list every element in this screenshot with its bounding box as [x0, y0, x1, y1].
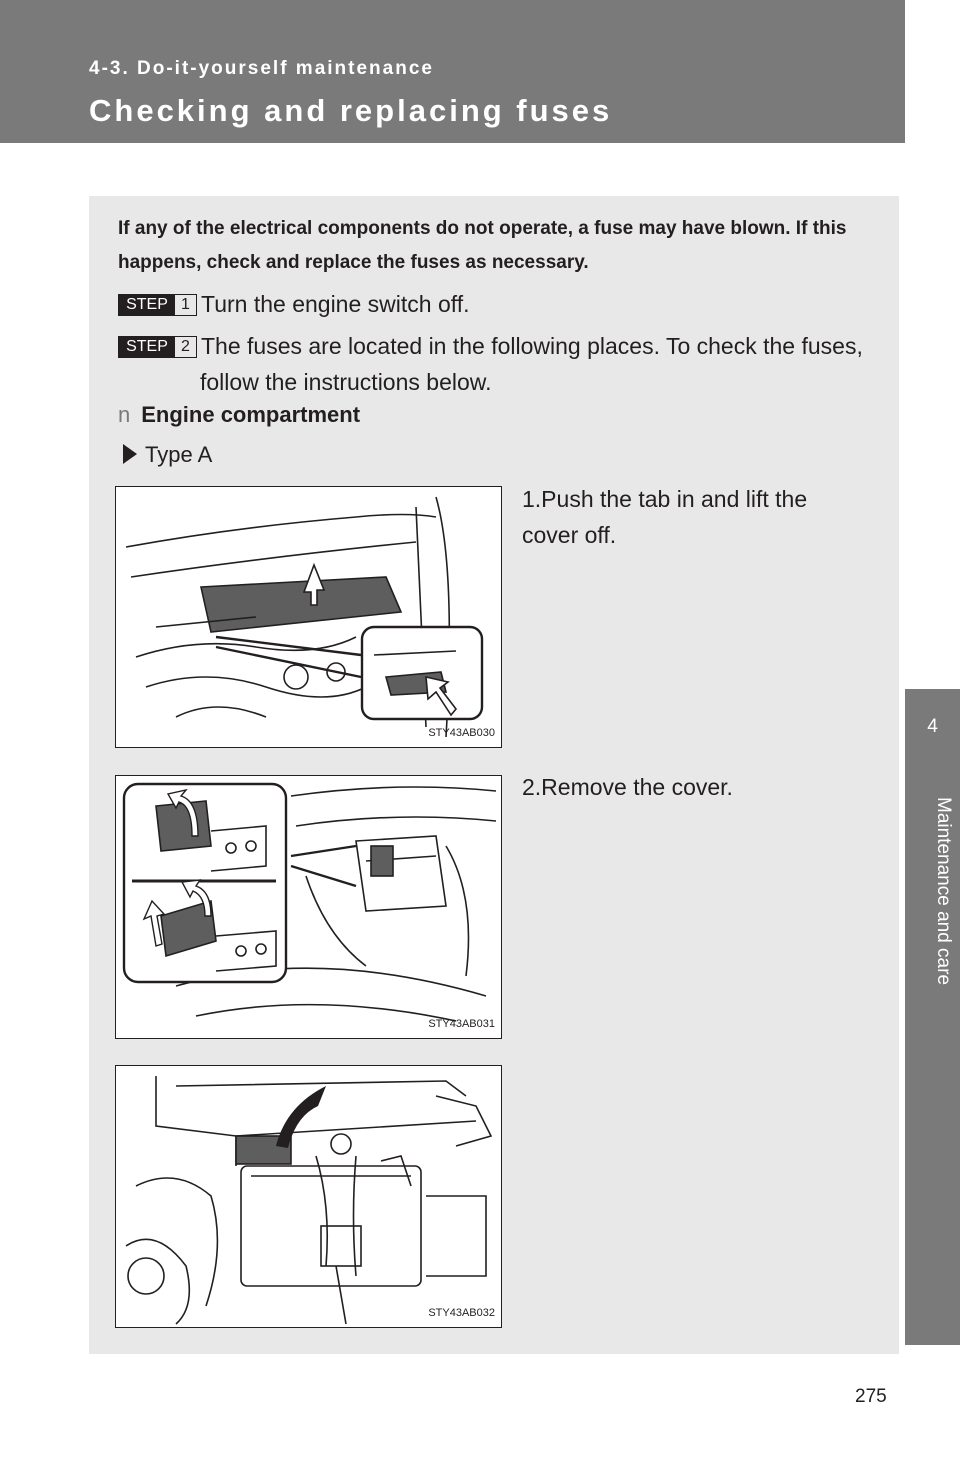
chapter-number: 4: [927, 716, 938, 737]
step-text: Turn the engine switch off.: [201, 291, 470, 317]
page-title: Checking and replacing fuses: [89, 93, 613, 128]
step-badge: STEP 1: [118, 294, 197, 316]
figure-code: STY43AB030: [428, 727, 495, 739]
bullet-marker: n: [118, 402, 131, 427]
subheading-text: Engine compartment: [141, 402, 361, 427]
figure-fuse-location: [115, 1065, 502, 1328]
figure-code: STY43AB031: [428, 1018, 495, 1030]
figure-code: STY43AB032: [428, 1307, 495, 1319]
engine-bay-illustration-3: [116, 1066, 501, 1327]
intro-text: If any of the electrical components do not operate, a fuse may have blown. If this happens, check and replace the fuses as necessary.: [118, 218, 847, 273]
step-2: [118, 328, 866, 400]
engine-bay-illustration-1: [116, 487, 501, 747]
section-heading: 4-3. Do-it-yourself maintenance: [89, 58, 434, 79]
step-badge: STEP 2: [118, 336, 197, 358]
engine-bay-illustration-2: [116, 776, 501, 1038]
subheading: [118, 402, 360, 428]
instruction-2: 2.Remove the cover.: [522, 774, 733, 800]
triangle-icon: [123, 444, 137, 464]
step-1: [118, 286, 866, 322]
chapter-tab[interactable]: [905, 689, 960, 1345]
chapter-label: Maintenance and care: [933, 797, 954, 986]
instruction-1: 1.Push the tab in and lift the cover off.: [522, 486, 808, 548]
step-text: The fuses are located in the following places. To check the fuses, follow the instructions below.: [200, 333, 863, 395]
type-label: Type A: [123, 442, 212, 468]
figure-remove-cover: [115, 775, 502, 1039]
page-number: 275: [855, 1386, 887, 1407]
figure-remove-tab: [115, 486, 502, 748]
